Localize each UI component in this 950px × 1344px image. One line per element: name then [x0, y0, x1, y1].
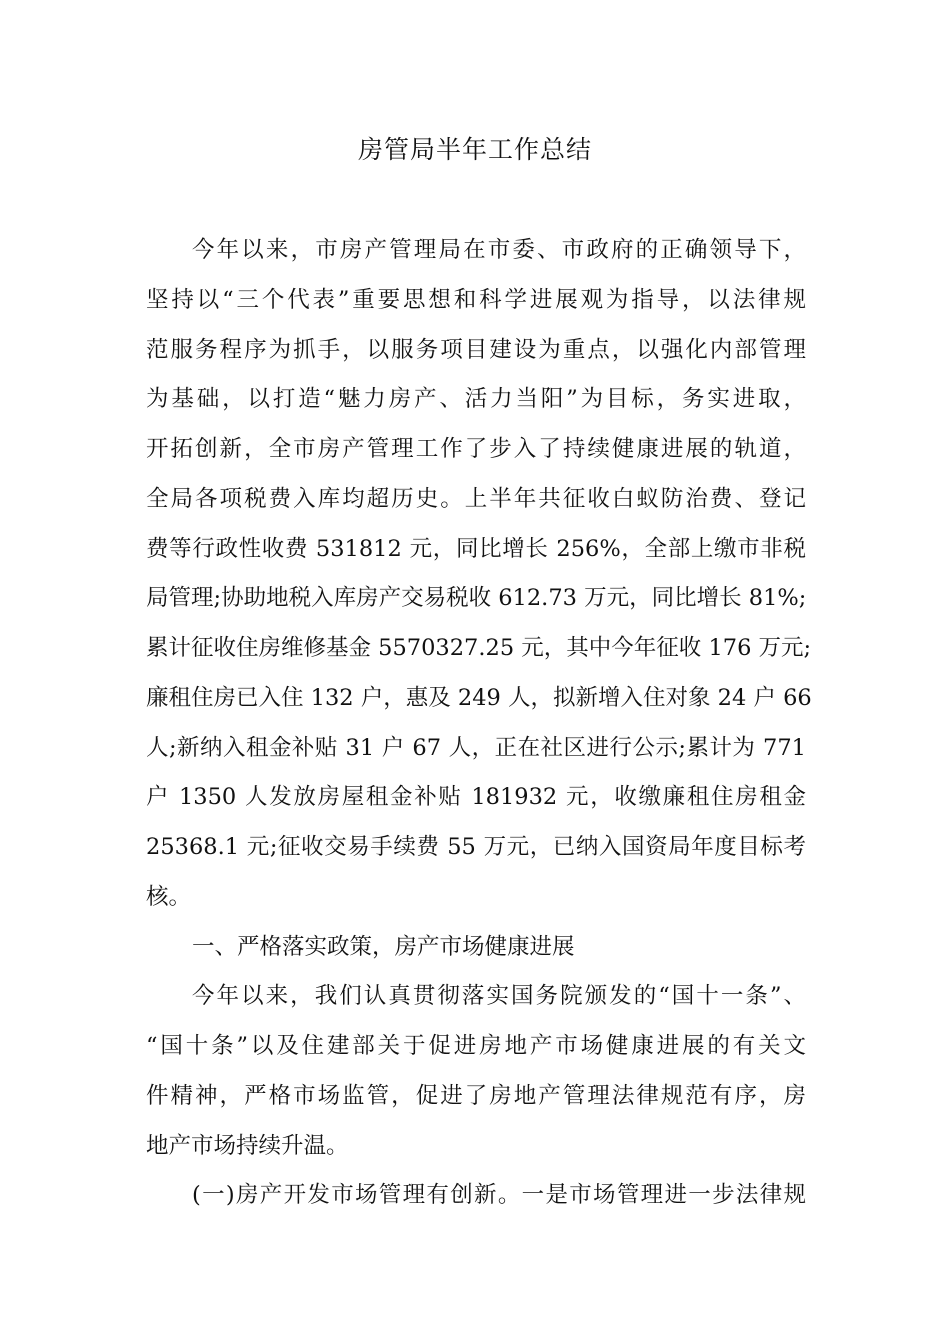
- paragraph-line: 户 1350 人发放房屋租金补贴 181932 元，收缴廉租住房租金: [146, 784, 806, 810]
- paragraph-line: 今年以来，市房产管理局在市委、市政府的正确领导下，: [192, 237, 806, 263]
- paragraph-line: 累计征收住房维修基金 5570327.25 元，其中今年征收 176 万元;: [146, 635, 812, 661]
- paragraph-line: 廉租住房已入住 132 户，惠及 249 人，拟新增入住对象 24 户 66: [146, 685, 812, 711]
- paragraph-line: 地产市场持续升温。: [146, 1133, 349, 1159]
- paragraph-line: 核。: [146, 884, 192, 910]
- paragraph-line: “国十条”以及住建部关于促进房地产市场健康进展的有关文: [146, 1033, 806, 1059]
- paragraph-line: 为基础，以打造“魅力房产、活力当阳”为目标，务实进取，: [146, 386, 806, 412]
- paragraph-line: 今年以来，我们认真贯彻落实国务院颁发的“国十一条”、: [192, 983, 806, 1009]
- subsection-line: (一)房产开发市场管理有创新。一是市场管理进一步法律规: [192, 1182, 806, 1208]
- section-heading: 一、严格落实政策，房产市场健康进展: [192, 934, 575, 960]
- paragraph-line: 开拓创新，全市房产管理工作了步入了持续健康进展的轨道，: [146, 436, 806, 462]
- paragraph-line: 范服务程序为抓手，以服务项目建设为重点，以强化内部管理: [146, 337, 806, 363]
- paragraph-line: 人;新纳入租金补贴 31 户 67 人，正在社区进行公示;累计为 771: [146, 735, 806, 761]
- paragraph-line: 坚持以“三个代表”重要思想和科学进展观为指导，以法律规: [146, 287, 806, 313]
- paragraph-line: 25368.1 元;征收交易手续费 55 万元，已纳入国资局年度目标考: [146, 834, 806, 860]
- paragraph-line: 全局各项税费入库均超历史。上半年共征收白蚁防治费、登记: [146, 486, 806, 512]
- document-title: 房管局半年工作总结: [357, 135, 592, 164]
- paragraph-line: 费等行政性收费 531812 元，同比增长 256%，全部上缴市非税: [146, 536, 806, 562]
- paragraph-line: 局管理;协助地税入库房产交易税收 612.73 万元，同比增长 81%;: [146, 585, 807, 611]
- paragraph-line: 件精神，严格市场监管，促进了房地产管理法律规范有序，房: [146, 1083, 806, 1109]
